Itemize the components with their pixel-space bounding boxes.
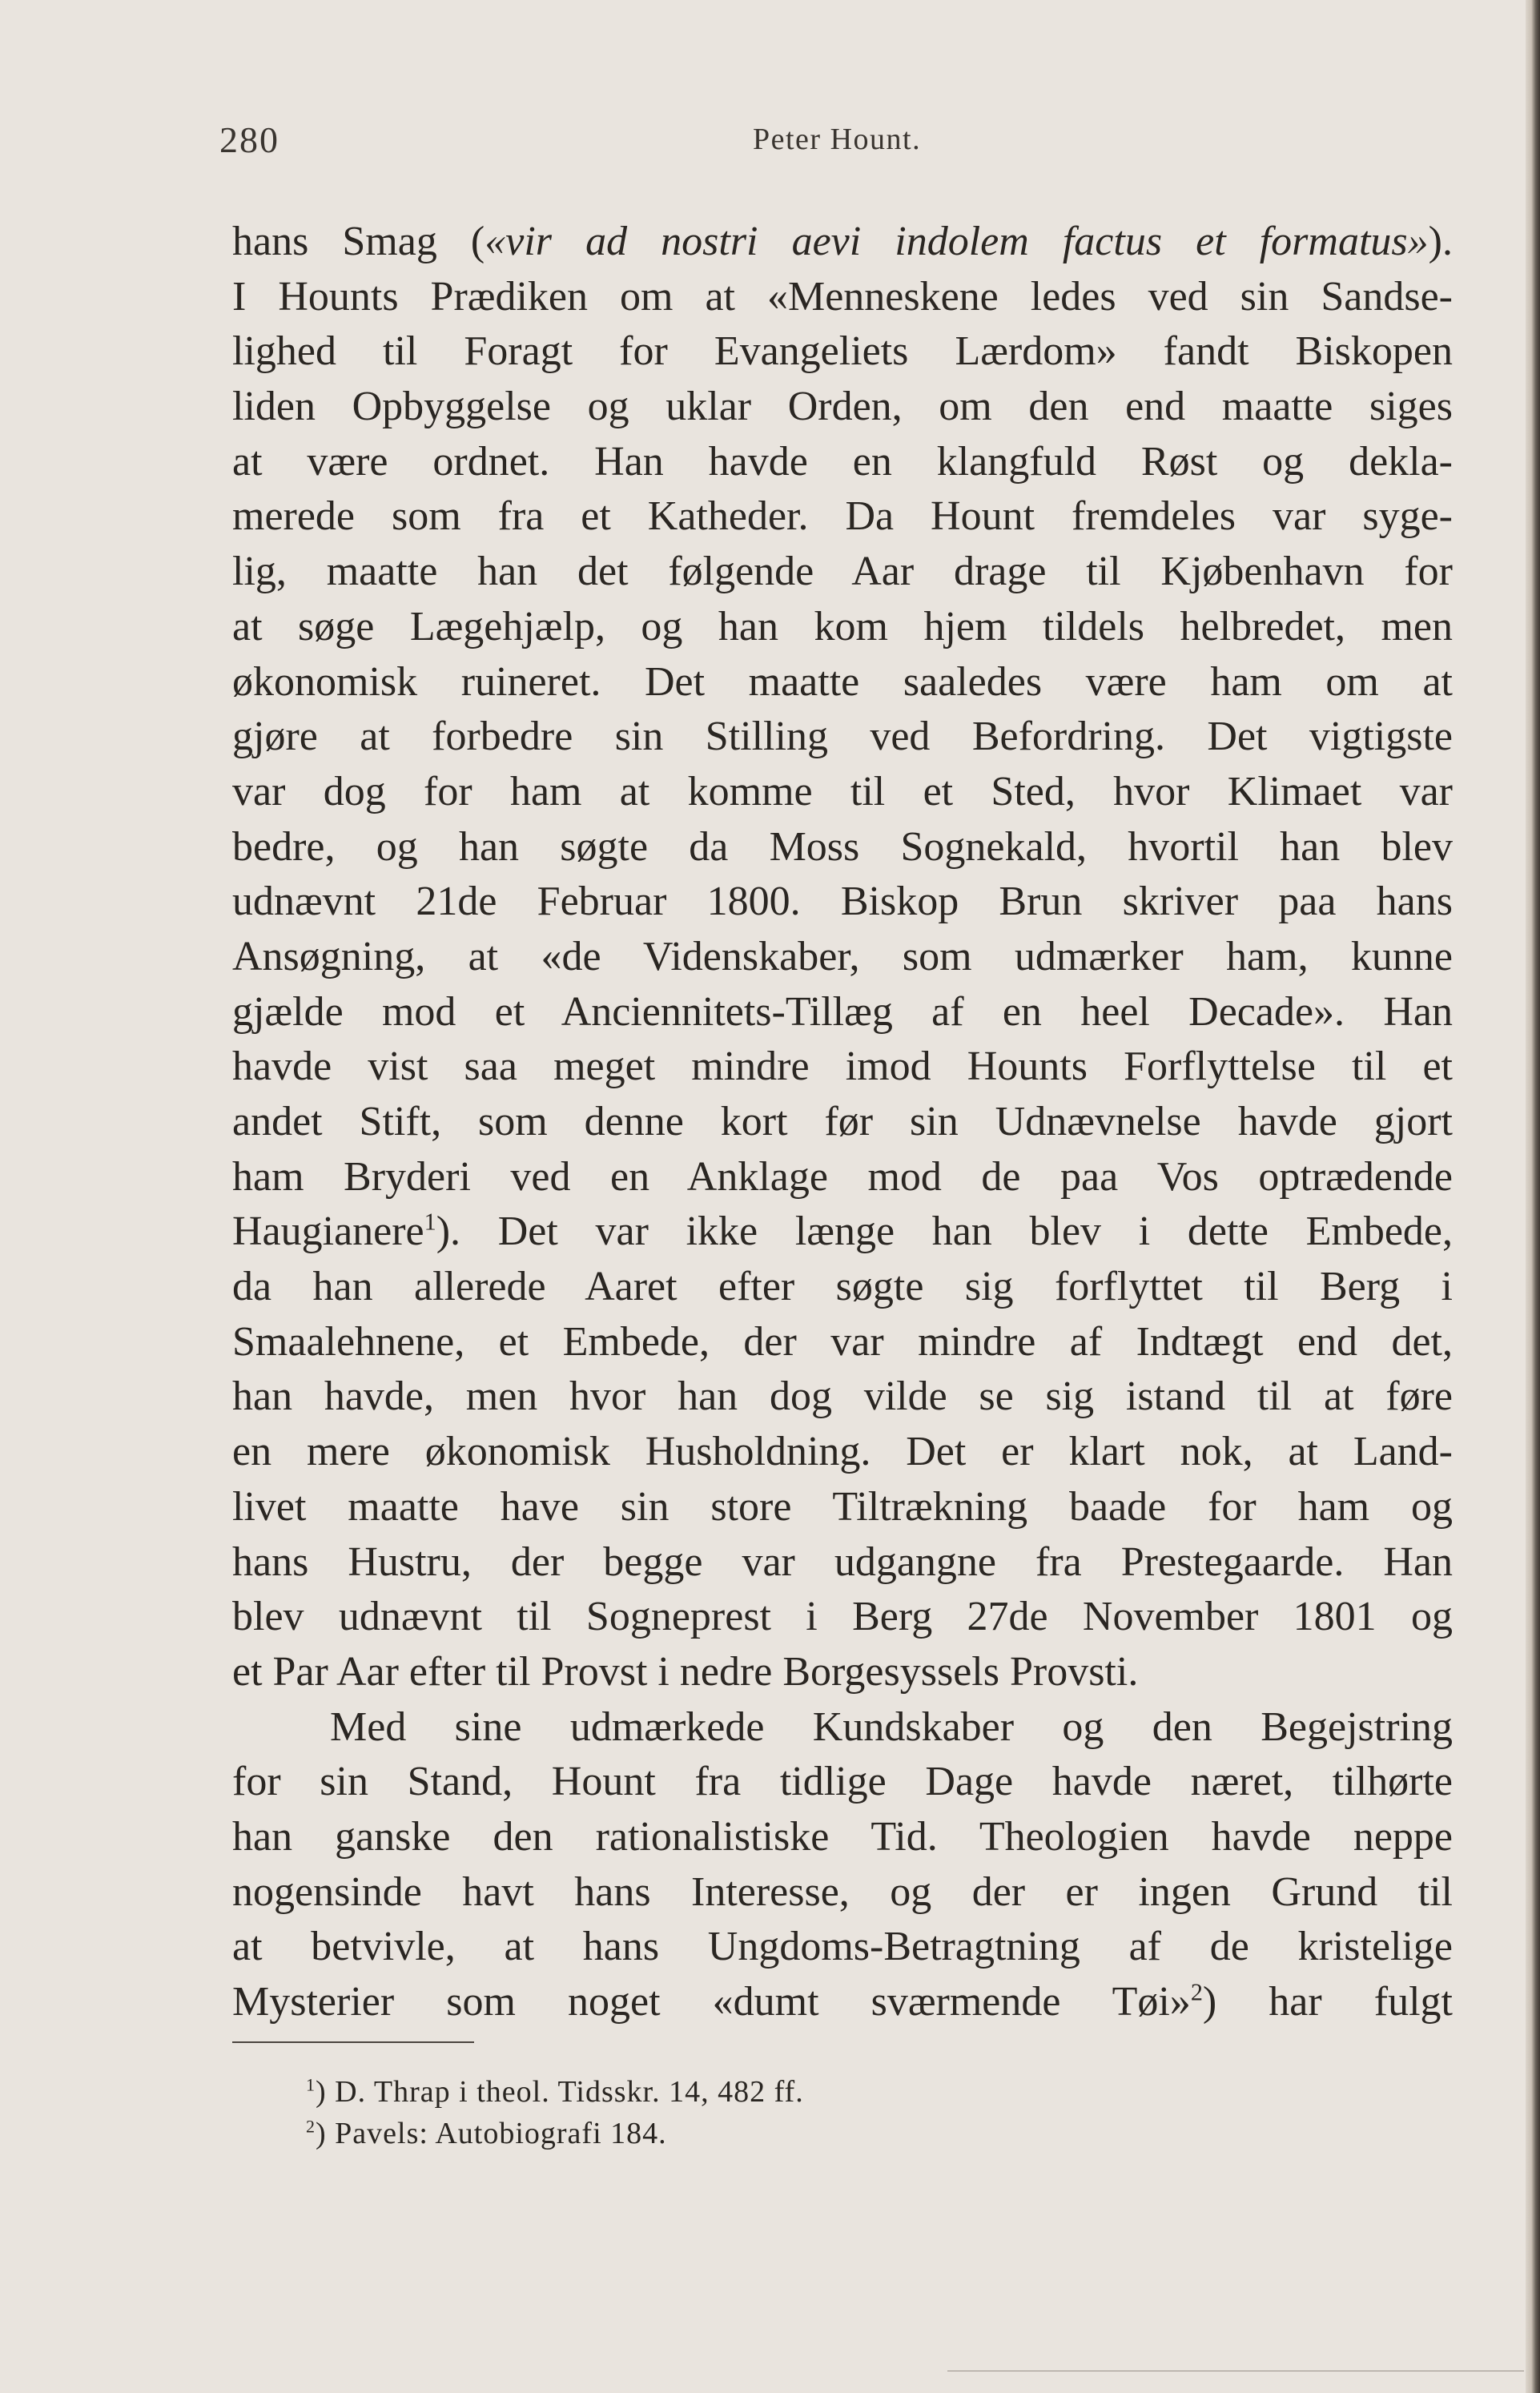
text-segment: hans Smag ( xyxy=(232,219,485,264)
text-line-17: andet Stift, som denne kort før sin Udnævnelse havde gjort xyxy=(232,1099,1453,1144)
text-line-1 xyxy=(232,215,1453,270)
text-line-13: udnævnt 21de Februar 1800. Biskop Brun skriver paa hans xyxy=(232,879,1453,925)
text-line-33 xyxy=(232,1975,1453,2030)
text-line-14: Ansøgning, at «de Videnskaber, som udmærker ham, kunne xyxy=(232,933,1453,979)
text-line-5: at være ordnet. Han havde en klangfuld Røst og dekla- xyxy=(232,438,1453,485)
text-line-20: da han allerede Aaret efter søgte sig forflyttet til Berg i xyxy=(232,1264,1453,1310)
text-line-8: at søge Lægehjælp, og han kom hjem tildels helbredet, men xyxy=(232,603,1453,650)
footnotes xyxy=(306,2071,1027,2154)
text-line-30: han ganske den rationalistiske Tid. Theologien havde neppe xyxy=(232,1813,1453,1860)
text-line-7: lig, maatte han det følgende Aar drage til Kjøbenhavn for xyxy=(232,549,1453,595)
text-segment: Mysterier som noget «dumt sværmende Tøi» xyxy=(232,1979,1191,2025)
footnote-2 xyxy=(306,2113,1027,2154)
footnote-marker: 1 xyxy=(306,2074,316,2095)
text-line-23: en mere økonomisk Husholdning. Det er klart nok, at Land- xyxy=(232,1429,1453,1475)
text-line-29: for sin Stand, Hount fra tidlige Dage havde næret, tilhørte xyxy=(232,1759,1453,1805)
text-segment: ). Det var ikke længe han blev i dette Embede, xyxy=(436,1209,1453,1255)
text-line-2: I Hounts Prædiken om at «Menneskene ledes ved sin Sandse- xyxy=(232,273,1453,320)
text-line-24: livet maatte have sin store Tiltrækning baade for ham og xyxy=(232,1483,1453,1530)
text-line-31: nogensinde havt hans Interesse, og der er ingen Grund til xyxy=(232,1868,1453,1915)
text-line-15: gjælde mod et Anciennitets-Tillæg af en heel Decade». Han xyxy=(232,988,1453,1035)
text-line-11: var dog for ham at komme til et Sted, hvor Klimaet var xyxy=(232,768,1453,814)
footnote-ref-1: 1 xyxy=(424,1209,436,1237)
text-line-26: blev udnævnt til Sogneprest i Berg 27de November 1801 og xyxy=(232,1594,1453,1640)
latin-quote: «vir ad nostri aevi indolem factus et formatus» xyxy=(485,219,1429,264)
footnote-text: ) Pavels: Autobiografi 184. xyxy=(316,2117,667,2150)
text-line-25: hans Hustru, der begge var udgangne fra Prestegaarde. Han xyxy=(232,1538,1453,1585)
page-edge xyxy=(1526,0,1540,2393)
text-line-32: at betvivle, at hans Ungdoms-Betragtning af de kristelige xyxy=(232,1924,1453,1970)
footnote-divider xyxy=(232,2041,474,2043)
footnote-ref-2: 2 xyxy=(1190,1978,1203,2006)
text-line-18: ham Bryderi ved en Anklage mod de paa Vos optrædende xyxy=(232,1153,1453,1200)
text-line-9: økonomisk ruineret. Det maatte saaledes være ham om at xyxy=(232,658,1453,705)
body-text xyxy=(232,215,1453,2030)
page-header xyxy=(0,119,1540,167)
text-segment: Haugianere xyxy=(232,1209,424,1255)
text-segment: ). xyxy=(1428,219,1453,264)
text-line-12: bedre, og han søgte da Moss Sognekald, hvortil han blev xyxy=(232,823,1453,870)
footnote-1 xyxy=(306,2071,1027,2113)
text-line-10: gjøre at forbedre sin Stilling ved Befordring. Det vigtigste xyxy=(232,714,1453,760)
text-line-19 xyxy=(232,1205,1453,1260)
text-line-4: liden Opbyggelse og uklar Orden, om den end maatte siges xyxy=(232,384,1453,430)
text-segment: ) har fulgt xyxy=(1202,1979,1453,2025)
footnote-marker: 2 xyxy=(306,2116,316,2137)
page-number: 280 xyxy=(219,119,279,160)
text-line-16: havde vist saa meget mindre imod Hounts Forflyttelse til et xyxy=(232,1044,1453,1090)
text-line-22: han havde, men hvor han dog vilde se sig istand til at føre xyxy=(232,1373,1453,1420)
text-line-6: merede som fra et Katheder. Da Hount fremdeles var syge- xyxy=(232,493,1453,540)
running-head: Peter Hount. xyxy=(753,123,922,156)
text-line-27: et Par Aar efter til Provst i nedre Borgesyssels Provsti. xyxy=(232,1648,1139,1695)
text-line-3: lighed til Foragt for Evangeliets Lærdom» fandt Biskopen xyxy=(232,328,1453,375)
footnote-text: ) D. Thrap i theol. Tidsskr. 14, 482 ff. xyxy=(316,2075,804,2109)
text-line-28: Med sine udmærkede Kundskaber og den Begejstring xyxy=(330,1703,1453,1750)
text-line-21: Smaalehnene, et Embede, der var mindre af Indtægt end det, xyxy=(232,1318,1453,1365)
